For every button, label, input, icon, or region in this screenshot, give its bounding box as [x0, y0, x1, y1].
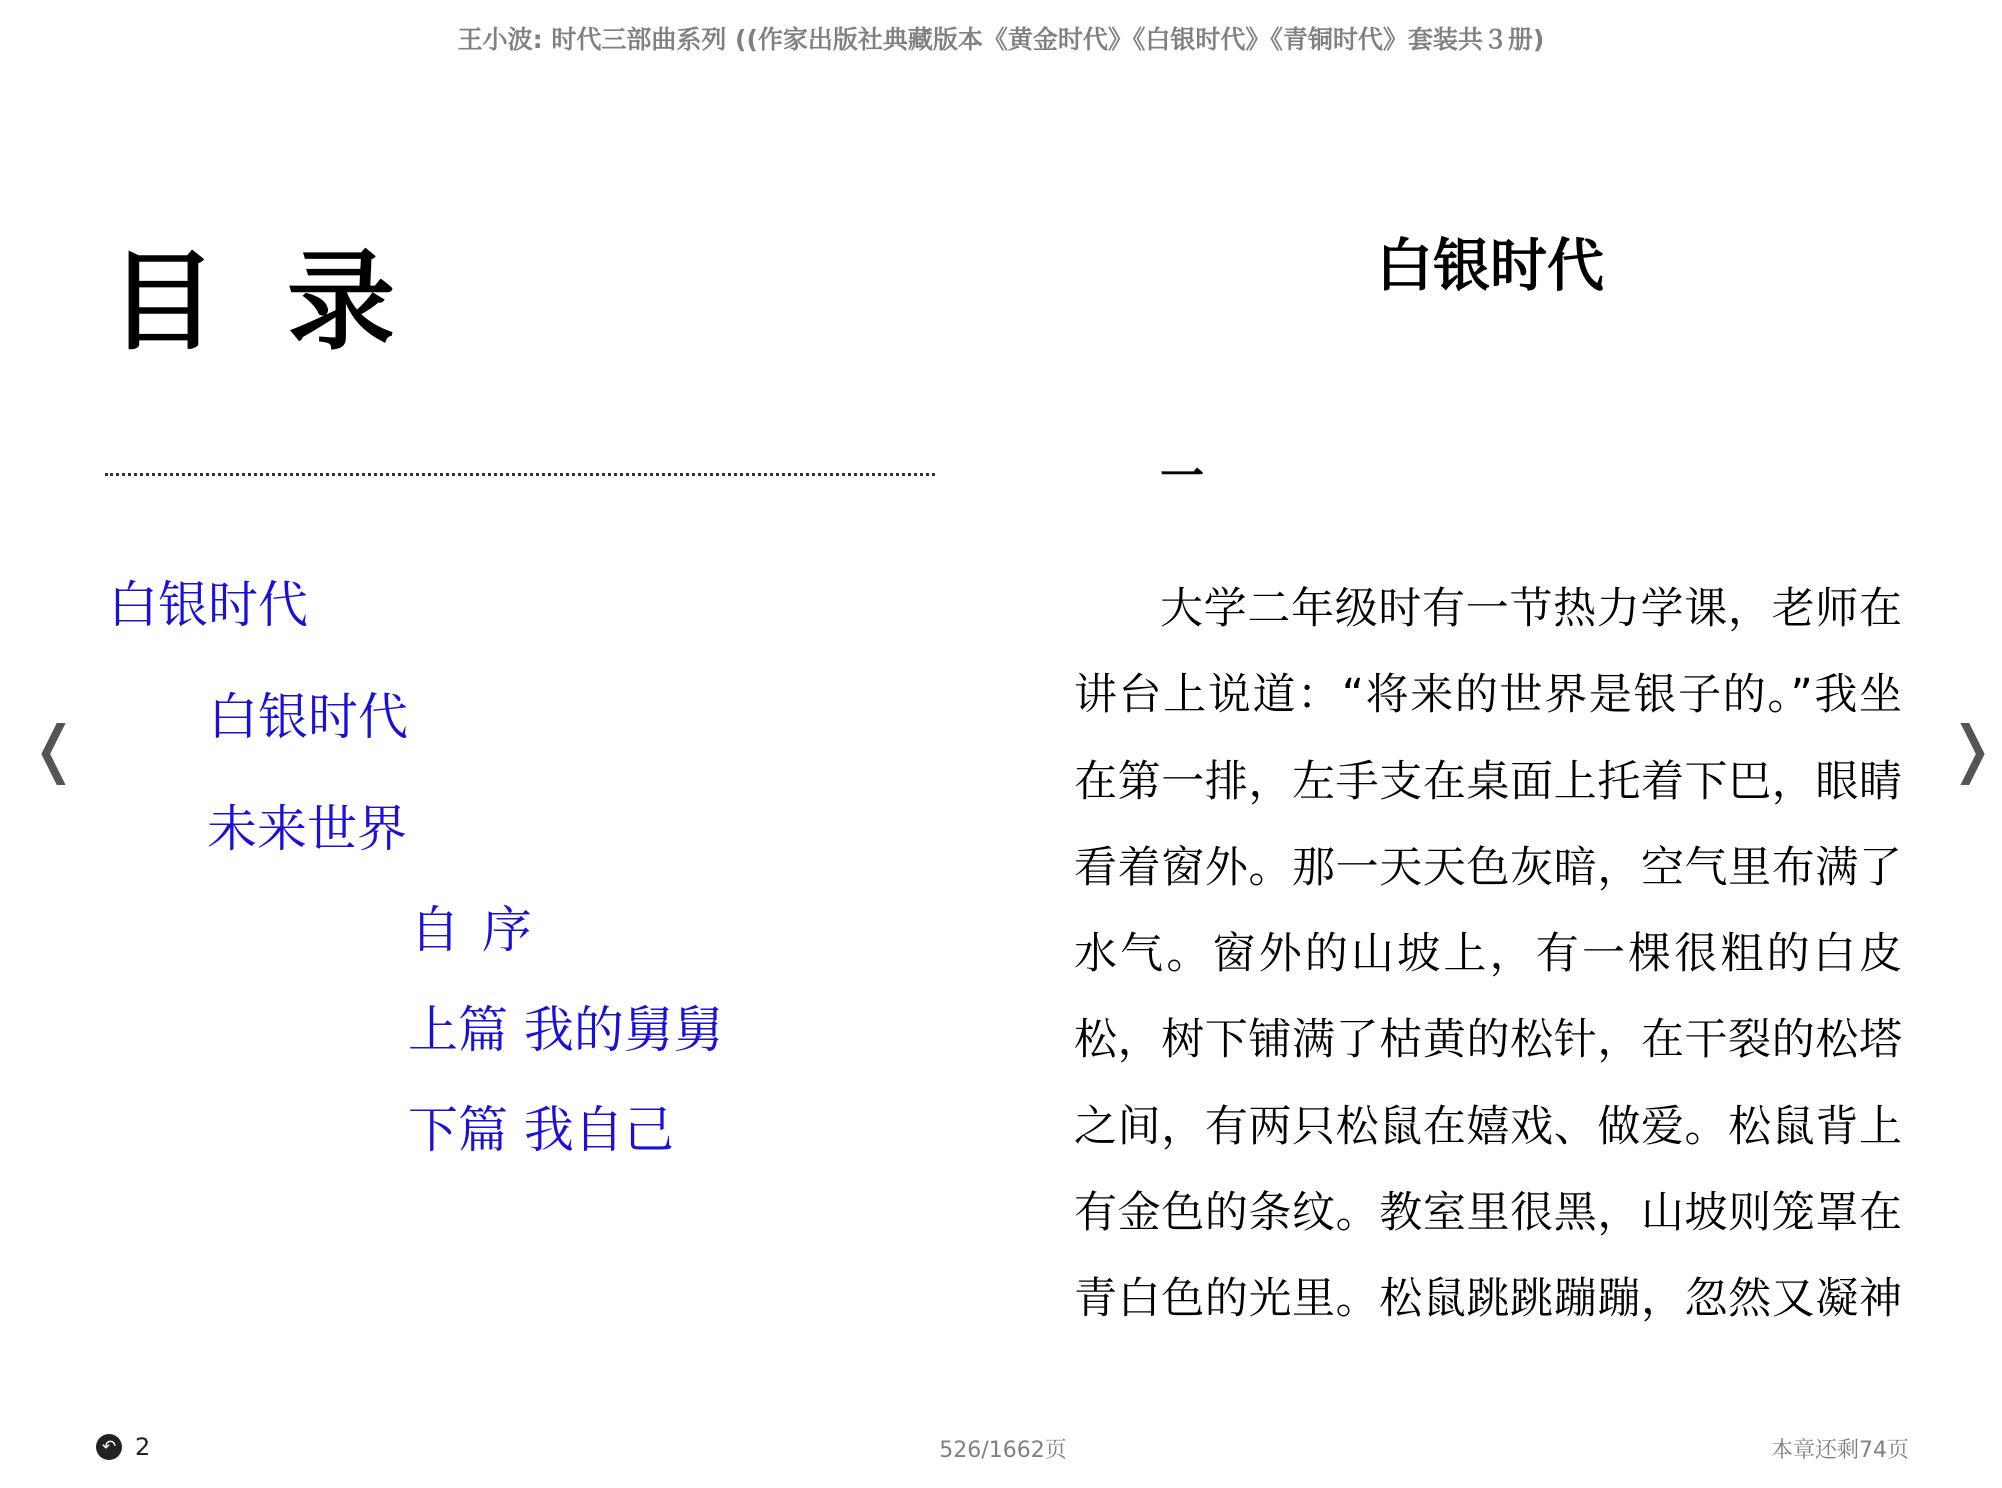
text-line: 青白色的光里。松鼠跳跳蹦蹦，忽然又凝神	[1074, 1274, 1902, 1325]
toc-heading: 目录	[109, 240, 466, 365]
chapter-text	[1074, 566, 1902, 1343]
undo-icon[interactable]: ↶	[96, 1434, 122, 1460]
toc-item-part[interactable]: 白银时代	[108, 576, 308, 634]
text-line: 讲台上说道：“将来的世界是银子的。”我坐	[1074, 670, 1902, 721]
toc-item-book[interactable]: 未来世界	[207, 800, 407, 858]
text-line: 有金色的条纹。教室里很黑，山坡则笼罩在	[1074, 1188, 1902, 1239]
text-line: 看着窗外。那一天天色灰暗，空气里布满了	[1074, 842, 1902, 893]
toc-item-chapter[interactable]: 自 序	[410, 901, 532, 959]
text-line: 水气。窗外的山坡上，有一棵很粗的白皮	[1074, 929, 1902, 980]
toc-item-chapter[interactable]: 下篇 我自己	[408, 1101, 674, 1159]
section-number: 一	[1160, 451, 1204, 502]
next-page-chevron-icon[interactable]: ❭	[1946, 712, 1998, 785]
toc-item-book[interactable]: 白银时代	[208, 688, 408, 746]
text-line: 之间，有两只松鼠在嬉戏、做爱。松鼠背上	[1074, 1101, 1902, 1152]
text-line: 在第一排，左手支在桌面上托着下巴，眼睛	[1074, 756, 1902, 807]
page-info: 526/1662页	[939, 1438, 1067, 1463]
chapter-remaining: 本章还剩74页	[1771, 1438, 1909, 1463]
chapter-title: 白银时代	[1376, 233, 1604, 299]
text-line: 大学二年级时有一节热力学课，老师在	[1160, 584, 1902, 634]
text-line: 松，树下铺满了枯黄的松针，在干裂的松塔	[1074, 1015, 1902, 1066]
previous-page-chevron-icon[interactable]: ❬	[28, 712, 80, 785]
toc-divider	[105, 473, 935, 476]
book-title: 王小波: 时代三部曲系列 ((作家出版社典藏版本《黄金时代》《白银时代》《青铜时代》套装共３册)	[457, 25, 1545, 54]
undo-count: 2	[135, 1433, 151, 1461]
toc-item-chapter[interactable]: 上篇 我的舅舅	[408, 1001, 724, 1059]
